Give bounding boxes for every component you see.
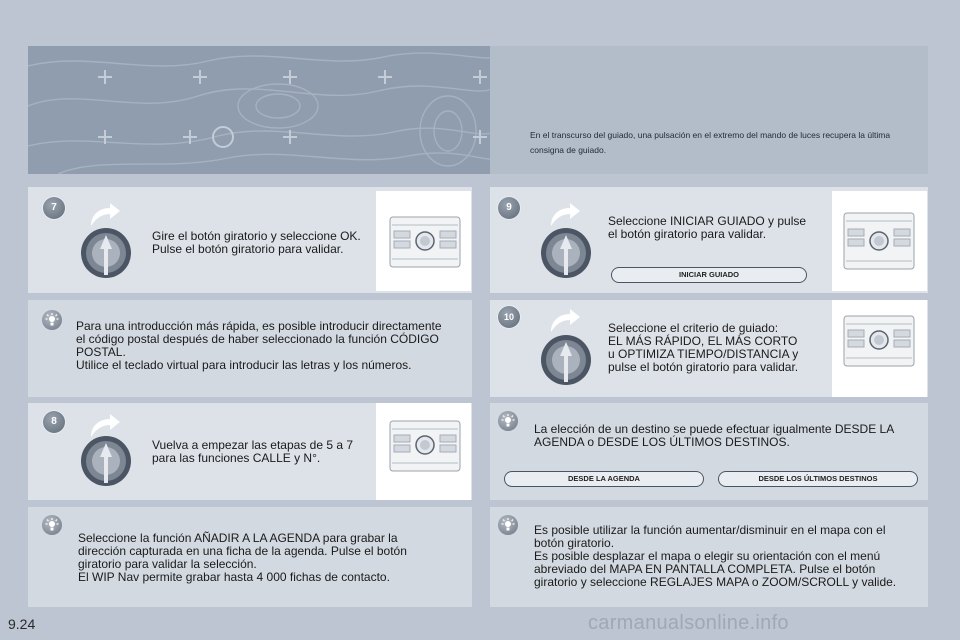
desde-ultimos-destinos-button[interactable]: DESDE LOS ÚLTIMOS DESTINOS [718, 471, 918, 487]
guidance-note-text: En el transcurso del guiado, una pulsación en el extremo del mando de luces recupera la última consigna de guiado. [530, 130, 891, 155]
step-10-panel [490, 300, 928, 397]
guidance-note-box [490, 46, 928, 174]
desde-la-agenda-button[interactable]: DESDE LA AGENDA [504, 471, 704, 487]
rotary-knob-icon [540, 334, 592, 386]
step-10-text: Seleccione el criterio de guiado: EL MÁS RÁPIDO, EL MÁS CORTO u OPTIMIZA TIEMPO/DISTANCIA y pulse el botón giratorio para validar. [608, 321, 799, 374]
tip-destination-text: La elección de un destino se puede efectuar igualmente DESDE LA AGENDA o DESDE LOS ÚLTIMOS DESTINOS. [534, 422, 895, 449]
step-9-panel [490, 187, 928, 293]
step-number-badge: 10 [498, 306, 520, 328]
lightbulb-icon [42, 515, 62, 535]
step-number-badge: 9 [498, 197, 520, 219]
radio-unit-illustration [832, 300, 927, 397]
rotary-knob-icon [80, 435, 132, 487]
rotate-arrow-icon [548, 308, 582, 334]
lightbulb-icon [498, 515, 518, 535]
rotary-knob-icon [80, 227, 132, 279]
tip-map-zoom-text: Es posible utilizar la función aumentar/disminuir en el mapa con el botón giratorio. Es posible desplazar el mapa o elegir su orientación con el menú abreviado del MAPA EN PANTALLA COMPLETA. Pulse el botón giratorio y seleccione REGLAJES MAPA o ZOOM/SCROLL y valide. [534, 523, 897, 589]
step-number-badge: 8 [43, 411, 65, 433]
step-number-badge: 7 [43, 197, 65, 219]
step-8-text: Vuelva a empezar las etapas de 5 a 7 para las funciones CALLE y N°. [152, 438, 354, 465]
tip-postal-code-panel [28, 300, 472, 397]
rotary-knob-icon [540, 227, 592, 279]
radio-unit-illustration [376, 403, 471, 500]
page-number: 9.24 [8, 616, 36, 632]
step-9-text: Seleccione INICIAR GUIADO y pulse el botón giratorio para validar. [608, 214, 807, 241]
iniciar-guiado-button[interactable]: INICIAR GUIADO [611, 267, 807, 283]
radio-unit-illustration [376, 191, 471, 291]
step-8-panel [28, 403, 472, 500]
step-7-text: Gire el botón giratorio y seleccione OK. Pulse el botón giratorio para validar. [152, 229, 361, 256]
lightbulb-icon [498, 411, 518, 431]
tip-add-agenda-text: Seleccione la función AÑADIR A LA AGENDA para grabar la dirección capturada en una ficha de la agenda. Pulse el botón giratorio para validar la selección. El WIP Nav permite grabar hasta 4 000 fichas de contacto. [78, 531, 407, 584]
tip-map-zoom-panel [490, 507, 928, 607]
watermark-text: carmanualsonline.info [588, 612, 789, 634]
radio-unit-illustration [832, 191, 927, 291]
rotate-arrow-icon [548, 202, 582, 228]
lightbulb-icon [42, 310, 62, 330]
tip-destination-panel [490, 403, 928, 500]
step-7-panel [28, 187, 472, 293]
tip-add-agenda-panel [28, 507, 472, 607]
rotate-arrow-icon [88, 202, 122, 228]
tip-postal-code-text: Para una introducción más rápida, es posible introducir directamente el código postal después de haber seleccionado la función CÓDIGO POSTAL. Utilice el teclado virtual para introducir las letras y los números. [76, 319, 442, 372]
